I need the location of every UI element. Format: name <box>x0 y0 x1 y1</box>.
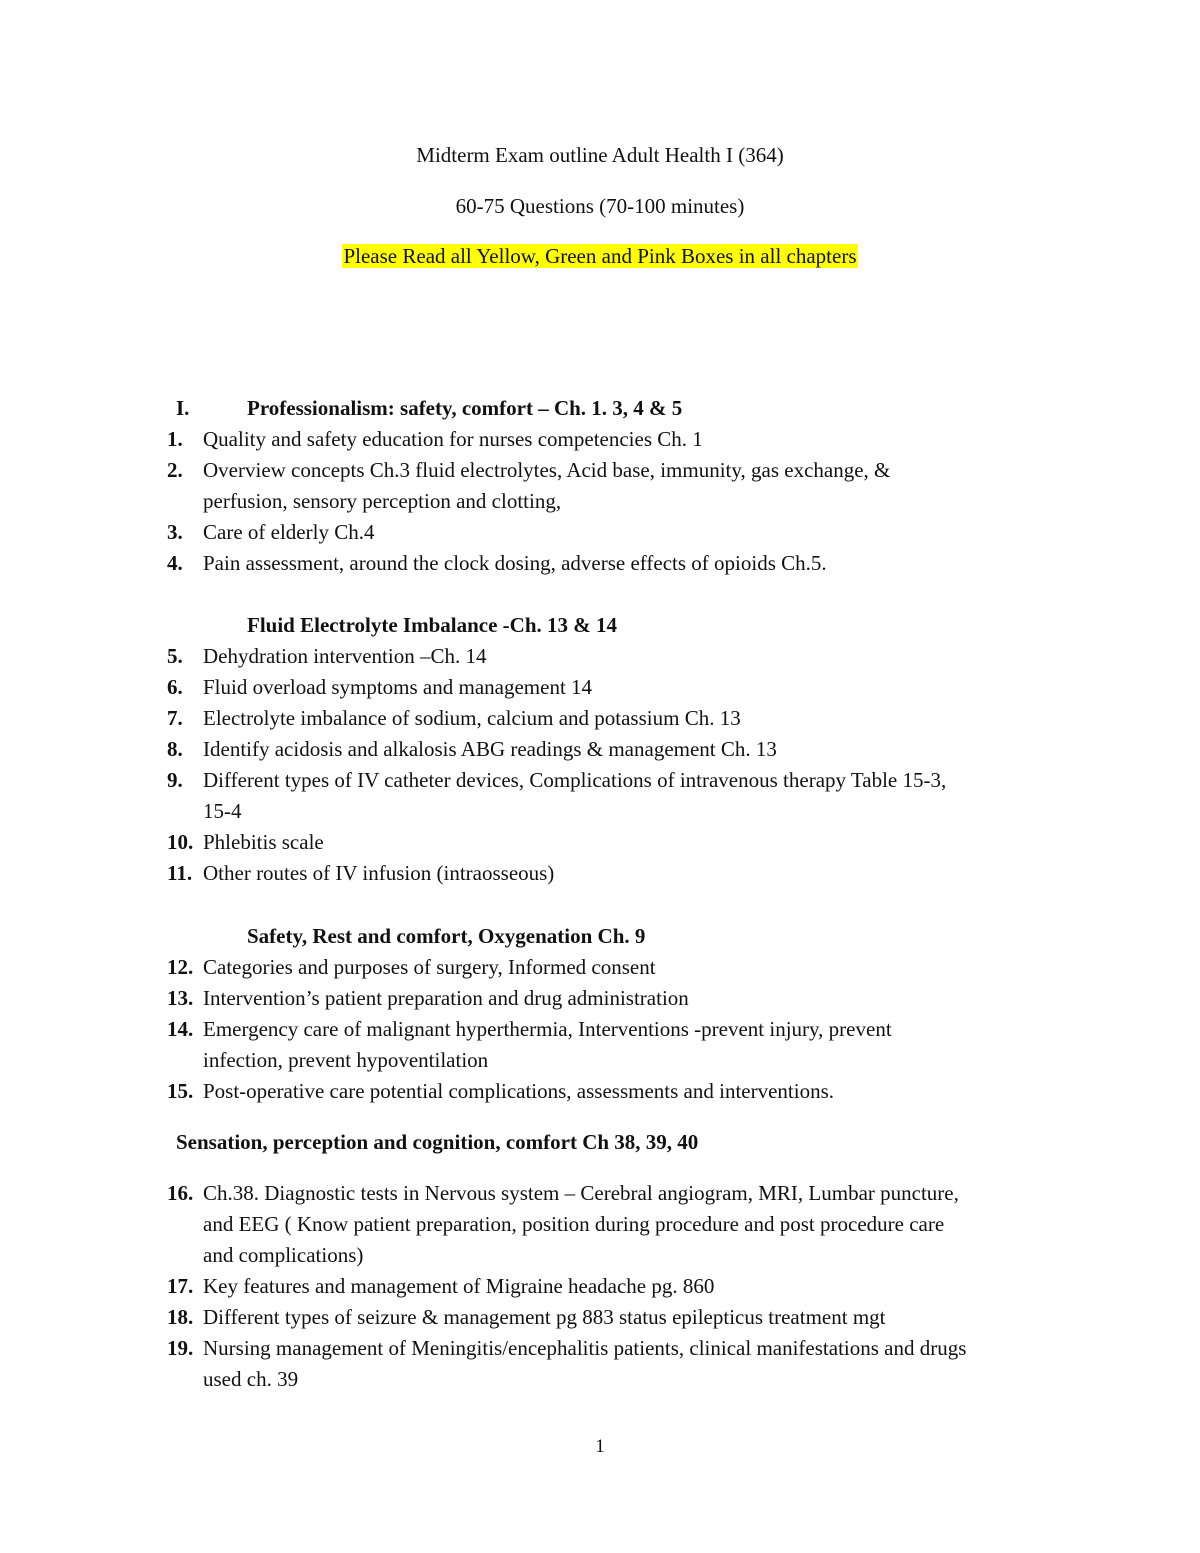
section-heading: Fluid Electrolyte Imbalance -Ch. 13 & 14 <box>247 613 618 637</box>
item-number: 18. <box>167 1305 194 1329</box>
section-heading: Safety, Rest and comfort, Oxygenation Ch. 9 <box>247 924 646 948</box>
item-text: Different types of IV catheter devices, Complications of intravenous therapy Table 15-3, <box>203 768 947 792</box>
item-text: Categories and purposes of surgery, Informed consent <box>203 955 656 979</box>
item-number: 13. <box>167 986 194 1010</box>
item-number: 7. <box>167 706 183 730</box>
item-text: Overview concepts Ch.3 fluid electrolytes, Acid base, immunity, gas exchange, & <box>203 458 891 482</box>
item-text: Identify acidosis and alkalosis ABG readings & management Ch. 13 <box>203 737 777 761</box>
document-title: Midterm Exam outline Adult Health I (364) <box>416 143 784 167</box>
item-number: 8. <box>167 737 183 761</box>
item-text: Dehydration intervention –Ch. 14 <box>203 644 487 668</box>
item-number: 12. <box>167 955 194 979</box>
item-number: 14. <box>167 1017 194 1041</box>
item-text: Quality and safety education for nurses competencies Ch. 1 <box>203 427 703 451</box>
item-text: Fluid overload symptoms and management 14 <box>203 675 593 699</box>
highlighted-note: Please Read all Yellow, Green and Pink Boxes in all chapters <box>343 244 857 268</box>
item-text: Nursing management of Meningitis/encephalitis patients, clinical manifestations and drugs <box>203 1336 967 1360</box>
item-text-continued: 15-4 <box>203 799 242 823</box>
highlight-note-wrapper <box>0 244 1200 269</box>
item-number: 1. <box>167 427 183 451</box>
item-text-continued: and EEG ( Know patient preparation, position during procedure and post procedure care <box>203 1212 945 1236</box>
section-heading: Sensation, perception and cognition, comfort Ch 38, 39, 40 <box>176 1130 699 1154</box>
item-text: Different types of seizure & management pg 883 status epilepticus treatment mgt <box>203 1305 886 1329</box>
item-number: 17. <box>167 1274 194 1298</box>
section-heading: Professionalism: safety, comfort – Ch. 1. 3, 4 & 5 <box>247 396 683 420</box>
item-number: 4. <box>167 551 183 575</box>
item-number: 3. <box>167 520 183 544</box>
item-number: 10. <box>167 830 194 854</box>
section-roman-numeral: I. <box>176 396 190 420</box>
item-text: Key features and management of Migraine headache pg. 860 <box>203 1274 715 1298</box>
item-text: Post-operative care potential complications, assessments and interventions. <box>203 1079 835 1103</box>
item-text: Pain assessment, around the clock dosing, adverse effects of opioids Ch.5. <box>203 551 827 575</box>
item-number: 19. <box>167 1336 194 1360</box>
item-text: Other routes of IV infusion (intraosseous) <box>203 861 555 885</box>
item-number: 5. <box>167 644 183 668</box>
item-text-continued: and complications) <box>203 1243 364 1267</box>
item-number: 6. <box>167 675 183 699</box>
item-text-continued: infection, prevent hypoventilation <box>203 1048 489 1072</box>
item-text-continued: used ch. 39 <box>203 1367 299 1391</box>
item-text: Care of elderly Ch.4 <box>203 520 375 544</box>
page-number: 1 <box>595 1436 605 1457</box>
question-count: 60-75 Questions (70-100 minutes) <box>455 194 745 218</box>
item-number: 16. <box>167 1181 194 1205</box>
item-text: Emergency care of malignant hyperthermia, Interventions -prevent injury, prevent <box>203 1017 892 1041</box>
item-text-continued: perfusion, sensory perception and clotting, <box>203 489 562 513</box>
item-number: 9. <box>167 768 183 792</box>
item-number: 2. <box>167 458 183 482</box>
item-text: Ch.38. Diagnostic tests in Nervous system – Cerebral angiogram, MRI, Lumbar puncture, <box>203 1181 959 1205</box>
item-text: Intervention’s patient preparation and drug administration <box>203 986 689 1010</box>
item-text: Phlebitis scale <box>203 830 324 854</box>
item-number: 11. <box>167 861 193 885</box>
item-number: 15. <box>167 1079 194 1103</box>
item-text: Electrolyte imbalance of sodium, calcium and potassium Ch. 13 <box>203 706 741 730</box>
